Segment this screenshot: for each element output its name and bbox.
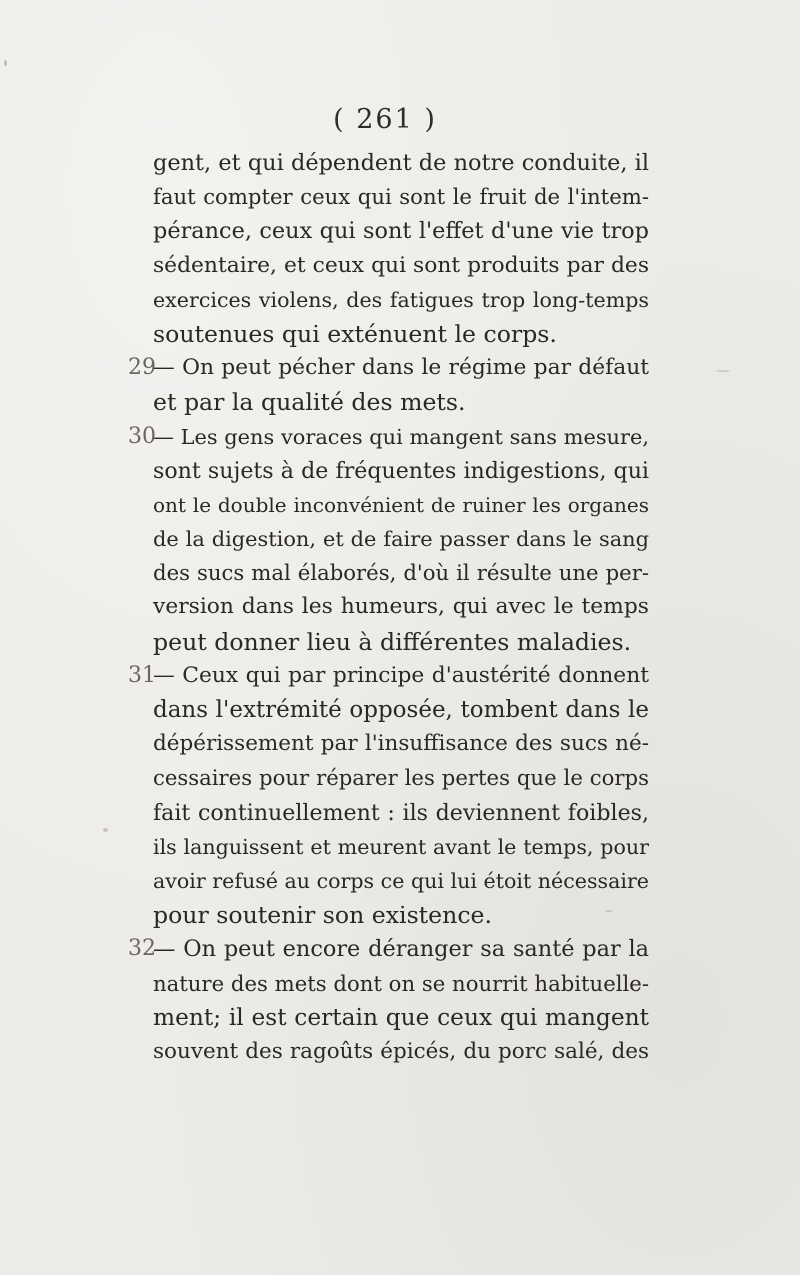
line-text: ils languissent et meurent avant le temps, pour <box>153 834 649 859</box>
text-line <box>153 146 649 180</box>
text-line <box>153 283 649 317</box>
line-text: ont le double inconvénient de ruiner les organes <box>153 492 649 517</box>
line-text: gent, et qui dépendent de notre conduite, il <box>153 150 649 176</box>
text-line <box>153 727 649 761</box>
line-text: — On peut encore déranger sa santé par la <box>153 936 649 963</box>
line-text: nature des mets dont on se nourrit habituelle- <box>153 970 649 996</box>
line-text: fait continuellement : ils deviennent foibles, <box>153 799 649 826</box>
text-line <box>153 967 649 1001</box>
paper-speck <box>605 910 613 912</box>
line-text: cessaires pour réparer les pertes que le corps <box>153 765 649 791</box>
text-line <box>153 454 649 488</box>
numbered-paragraph-line <box>128 420 649 454</box>
line-text: sédentaire, et ceux qui sont produits par des <box>153 252 649 278</box>
line-text: dépérissement par l'insuffisance des sucs né- <box>153 731 649 757</box>
line-text: des sucs mal élaborés, d'où il résulte une per- <box>153 560 649 586</box>
text-line <box>153 864 649 898</box>
numbered-paragraph-line <box>128 659 649 693</box>
text-line <box>153 317 649 351</box>
text-line <box>153 796 649 830</box>
paragraph-number: 31 <box>128 662 156 688</box>
paper-speck <box>103 828 108 832</box>
line-text: version dans les humeurs, qui avec le temps <box>153 594 649 620</box>
body-text <box>128 146 649 1069</box>
page-number: ( 261 ) <box>333 104 437 135</box>
line-text: sont sujets à de fréquentes indigestions, qui <box>153 457 649 484</box>
line-text: de la digestion, et de faire passer dans le sang <box>153 527 649 552</box>
text-line <box>153 385 649 419</box>
line-text: soutenues qui exténuent le corps. <box>153 319 557 348</box>
line-text: peut donner lieu à différentes maladies. <box>153 627 632 656</box>
numbered-paragraph-line <box>128 351 649 385</box>
line-text: — Ceux qui par principe d'austérité donnent <box>153 662 649 688</box>
text-line <box>153 693 649 727</box>
line-text: faut compter ceux qui sont le fruit de l'intem- <box>153 184 649 210</box>
paragraph-number: 30 <box>128 423 156 449</box>
line-text: souvent des ragoûts épicés, du porc salé, des <box>153 1038 649 1064</box>
paragraph-number: 32 <box>128 936 156 962</box>
paper-speck <box>4 60 7 66</box>
text-line <box>153 625 649 659</box>
text-line <box>153 1035 649 1069</box>
text-line <box>153 761 649 795</box>
paper-speck <box>716 370 730 372</box>
line-text: pérance, ceux qui sont l'effet d'une vie trop <box>153 218 649 245</box>
text-line <box>153 522 649 556</box>
line-text: — Les gens voraces qui mangent sans mesure, <box>153 424 649 449</box>
text-line <box>153 180 649 214</box>
line-text: exercices violens, des fatigues trop long-temps <box>153 287 649 312</box>
text-line <box>153 214 649 248</box>
line-text: ment; il est certain que ceux qui mangent <box>153 1003 649 1031</box>
line-text: — On peut pécher dans le régime par défaut <box>153 355 649 381</box>
paragraph-number: 29 <box>128 355 156 381</box>
text-line <box>153 249 649 283</box>
text-line <box>153 488 649 522</box>
text-line <box>153 1001 649 1035</box>
numbered-paragraph-line <box>128 932 649 966</box>
line-text: pour soutenir son existence. <box>153 901 492 930</box>
text-line <box>153 556 649 590</box>
line-text: dans l'extrémité opposée, tombent dans le <box>153 697 649 723</box>
line-text: avoir refusé au corps ce qui lui étoit nécessaire <box>153 868 649 893</box>
text-line <box>153 830 649 864</box>
text-line <box>153 590 649 624</box>
line-text: et par la qualité des mets. <box>153 388 466 417</box>
text-line <box>153 898 649 932</box>
